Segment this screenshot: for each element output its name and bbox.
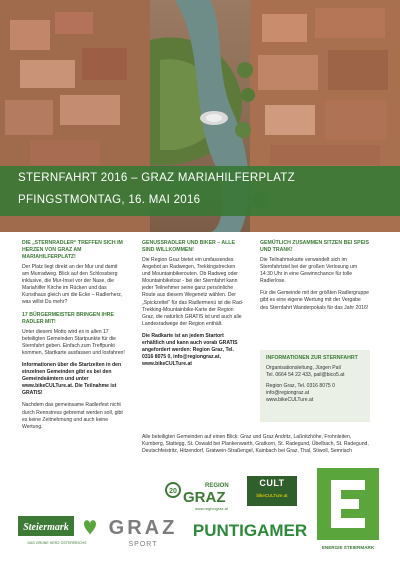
region-graz-name: GRAZ [183, 489, 226, 506]
text-start-times: Informationen über die Startzeiten in den einzelnen Gemeinden gibt es bei den Gemeindeämtern und unter www.bikeCULTure.at. Die Teilnahme ist GRATIS! [22, 361, 122, 397]
text-lottery: Die Teilnahmekarte verwandelt sich im Sternfahrtziel bei der großen Verlosung um 14:30 Uhr in eine Gewinnchance für tolle Radlerlose. [260, 257, 358, 285]
info-organizer: Organisationsleitung, Jürgen Pail [266, 365, 341, 371]
info-region-email: info@regiongraz.at [266, 390, 310, 396]
region-graz-url: www.regiongraz.at [195, 506, 228, 511]
energie-text: ENERGIE STEIERMARK [321, 545, 375, 550]
text-no-timing: Nachdem das gemeinsame Radlerfest nicht durch Rennstress gebremst werden soll, gibt es keine Zeitnehmung und auch keine Wertung. [22, 402, 123, 430]
info-region-phone: Region Graz, Tel. 0316 8075 0 [266, 383, 336, 389]
heading-welcome: GENUSSRADLER UND BIKER – ALLE SIND WILLKOMMEN! [142, 240, 235, 253]
region-graz-word: REGION [205, 483, 229, 489]
steiermark-sub: DAS GRÜNE HERZ ÖSTERREICHS [27, 541, 87, 545]
info-organizer-contact: Tel. 0664 54 22 433, pail@bico5.at [266, 372, 345, 378]
bikeculture-main: CULT [259, 478, 285, 488]
energie-steiermark-logo [317, 468, 379, 553]
graz-sport-word: SPORT [128, 541, 158, 548]
banner-title: STERNFAHRT 2016 – GRAZ MARIAHILFERPLATZ [18, 172, 295, 184]
title-banner [0, 166, 400, 216]
region-graz-logo [165, 478, 240, 512]
heading-food-drinks: GEMÜTLICH ZUSAMMEN SITZEN BEI SPEIS UND TRANK! [260, 240, 369, 253]
text-meeting-point: Der Platz liegt direkt an der Mur und damit am Murradweg. Blick auf den Schlossberg inklusive, die Mur-Insel vor der Nase, die Mariahilfer Kirche im Rücken und das Kunsthaus gleich um die Ecke – Radlerherz, was willst Du mehr? [22, 264, 123, 306]
steiermark-logo [18, 514, 96, 546]
municipalities-list: Alle beteiligten Gemeinden auf einen Blick: Graz und Graz Andritz, Laßnitzhöhe, Frohnleiten, Kumberg, Stattegg, St. Oswald bei Plankenwarth, Gratkorn, St. Radegund, Übelbach, St. Radegund, Deutschfeistritz, Hitzendorf, Gratwein-Straßengel, Kainbach bei Graz, Thal, Stiwoll, Semriach [142, 434, 369, 454]
column-middle [142, 240, 245, 373]
text-bike-map: Die Radkarte ist an jedem Startort erhältlich und kann auch vorab GRATIS angefordert werden: Region Graz, Tel. 0316 8075 0, info@regiongraz.at, www.bikeCULTure.at [142, 332, 238, 368]
steiermark-word: Steiermark [23, 522, 69, 533]
info-box [260, 350, 370, 422]
region-graz-number: 20 [169, 488, 177, 495]
banner-date: PFINGSTMONTAG, 16. MAI 2016 [18, 194, 201, 206]
heading-mayors: 17 BÜRGERMEISTER BRINGEN IHRE RADLER MIT! [22, 311, 114, 325]
bikeculture-logo [247, 476, 297, 506]
text-mayors: Unter diesem Motto wird es in allen 17 beteiligten Gemeinden Startpunkte für die Sternfahrt geben. Einfach zum Treffpunkt kommen, Startkarte ausfassen und losfahren! [22, 328, 125, 356]
graz-word: GRAZ [108, 517, 178, 539]
graz-sport-logo [103, 512, 183, 550]
info-website: www.bikeCULTure.at [266, 397, 314, 403]
column-left [22, 240, 125, 436]
text-region-offer: Die Region Graz bietet ein umfassendes Angebot an Radwegen, Trekkingstrecken und Mountainbikerouten. Ob Radweg oder Mountainbiketour - bei der Sternfahrt kann jeder Teilnehmer seine ganz persönliche Route aus diesem Wegenetz wählen. Der „Spickzettel“ für das Radlermenü ist die Rad-Trekking-Mountainbike-Karte der Region Graz, die natürlich GRATIS ist und auch alle Landesradwege der Region enthält. [142, 257, 244, 327]
heading-meeting-point: DIE „STERNRADLER“ TREFFEN SICH IM HERZEN VON GRAZ AM MARIAHILFERPLATZ! [22, 240, 123, 260]
puntigamer-logo [190, 516, 310, 544]
column-right [260, 240, 370, 317]
text-trophy: Für die Gemeinde mit der größten Radlergruppe gibt es eine eigene Wertung mit der Vergabe des Sternfahrt Wanderpokals für das Jahr 2016! [260, 290, 370, 311]
bikeculture-sub: bikeCULTure.at [256, 493, 288, 498]
info-heading: INFORMATIONEN ZUR STERNFAHRT [266, 355, 358, 361]
puntigamer-word: PUNTIGAMER [192, 521, 308, 540]
